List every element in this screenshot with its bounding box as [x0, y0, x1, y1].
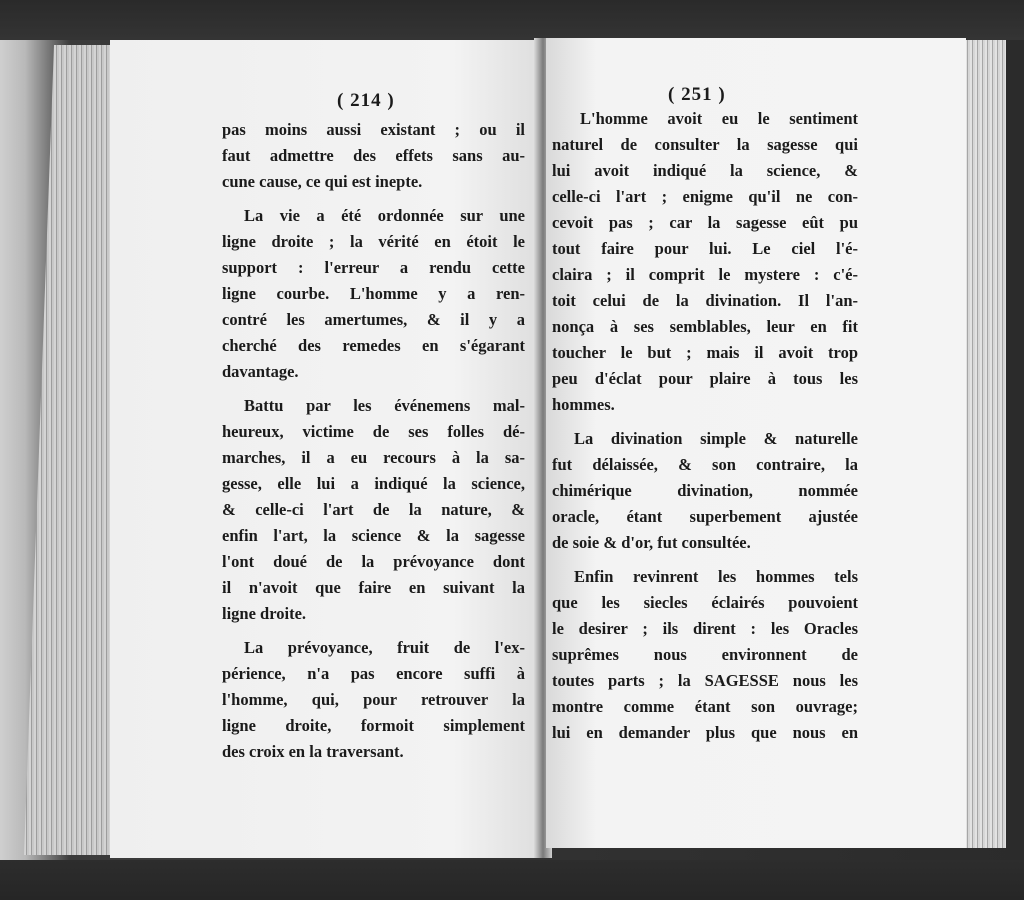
right-page-edges: [960, 40, 1006, 848]
text-line: l'homme, qui, pour retrouver la: [222, 690, 525, 709]
text-line: ligne droite, formoit simplement: [222, 716, 525, 735]
text-line: lui avoit indiqué la science, &: [552, 161, 858, 180]
left-page-edges: [24, 45, 124, 855]
text-line: ligne droite.: [222, 604, 307, 623]
text-line: il n'avoit que faire en suivant la: [222, 578, 525, 597]
text-line: hommes.: [552, 395, 615, 414]
photo-background-top: [0, 0, 1024, 40]
text-line: oracle, étant superbement ajustée: [552, 507, 858, 526]
right-page-text: [552, 106, 858, 746]
left-page-number: ( 214 ): [337, 90, 395, 111]
text-line: & celle-ci l'art de la nature, &: [222, 500, 525, 519]
text-line: heureux, victime de ses folles dé-: [222, 422, 525, 441]
text-line: Battu par les événemens mal-: [244, 396, 525, 415]
text-line: chimérique divination, nommée: [552, 481, 858, 500]
right-page: [546, 38, 966, 848]
text-line: l'ont doué de la prévoyance dont: [222, 552, 525, 571]
text-line: toit celui de la divination. Il l'an-: [552, 291, 858, 310]
text-line: lui en demander plus que nous en: [552, 723, 858, 742]
text-line: L'homme avoit eu le sentiment: [580, 109, 858, 128]
text-line: marches, il a eu recours à la sa-: [222, 448, 525, 467]
text-line: cevoit pas ; car la sagesse eût pu: [552, 213, 858, 232]
text-line: nonça à ses semblables, leur en fit: [552, 317, 858, 336]
text-line: naturel de consulter la sagesse qui: [552, 135, 858, 154]
text-line: que les siecles éclairés pouvoient: [552, 593, 858, 612]
text-line: ligne droite ; la vérité en étoit le: [222, 232, 525, 251]
text-line: montre comme étant son ouvrage;: [552, 697, 858, 716]
left-page: [110, 40, 540, 858]
photo-background-bottom: [0, 860, 1024, 900]
text-line: contré les amertumes, & il y a: [222, 310, 525, 329]
text-line: fut délaissée, & son contraire, la: [552, 455, 858, 474]
text-line: pas moins aussi existant ; ou il: [222, 120, 525, 139]
text-line: celle-ci l'art ; enigme qu'il ne con-: [552, 187, 858, 206]
text-line: Enfin revinrent les hommes tels: [574, 567, 858, 586]
text-line: faut admettre des effets sans au-: [222, 146, 525, 165]
text-line: toutes parts ; la SAGESSE nous les: [552, 671, 858, 690]
text-line: toucher le but ; mais il avoit trop: [552, 343, 858, 362]
text-line: La vie a été ordonnée sur une: [244, 206, 525, 225]
text-line: de soie & d'or, fut consultée.: [552, 533, 751, 552]
right-page-number: ( 251 ): [668, 84, 726, 105]
text-line: le desirer ; ils dirent : les Oracles: [552, 619, 858, 638]
text-line: enfin l'art, la science & la sagesse: [222, 526, 525, 545]
text-line: suprêmes nous environnent de: [552, 645, 858, 664]
text-line: des croix en la traversant.: [222, 742, 404, 761]
text-line: périence, n'a pas encore suffi à: [222, 664, 525, 683]
text-line: cherché des remedes en s'égarant: [222, 336, 525, 355]
text-line: ligne courbe. L'homme y a ren-: [222, 284, 525, 303]
text-line: support : l'erreur a rendu cette: [222, 258, 525, 277]
text-line: davantage.: [222, 362, 299, 381]
text-line: tout faire pour lui. Le ciel l'é-: [552, 239, 858, 258]
text-line: claira ; il comprit le mystere : c'é-: [552, 265, 858, 284]
text-line: La prévoyance, fruit de l'ex-: [244, 638, 525, 657]
text-line: cune cause, ce qui est inepte.: [222, 172, 423, 191]
text-line: peu d'éclat pour plaire à tous les: [552, 369, 858, 388]
left-page-text: [222, 117, 525, 765]
text-line: gesse, elle lui a indiqué la science,: [222, 474, 525, 493]
text-line: La divination simple & naturelle: [574, 429, 858, 448]
